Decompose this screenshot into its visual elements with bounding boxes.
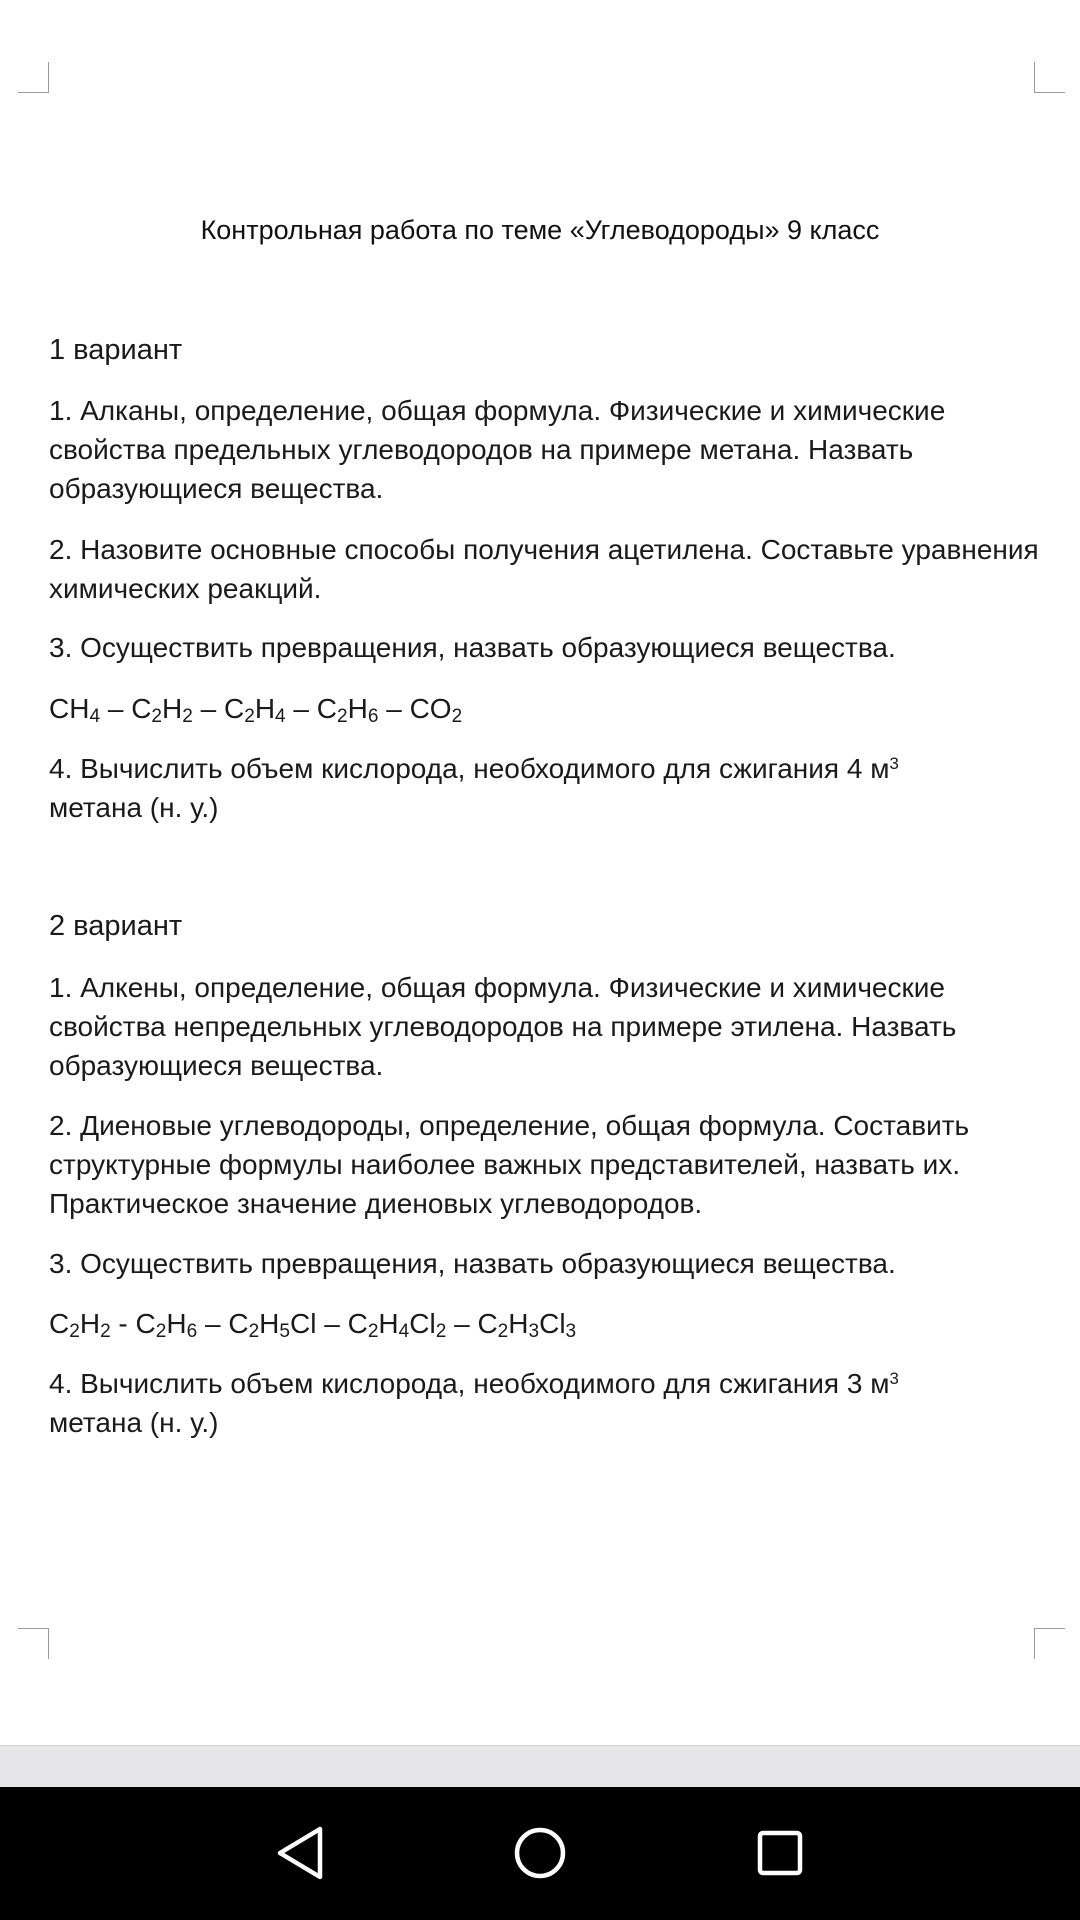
variant-2-reaction-chain: $C_2H_2 - C_2H_6 - C_2H_5Cl - C_2H_4Cl_2 - C_2H_3Cl_3$ xyxy=(49,1308,577,1342)
page-corner-mark xyxy=(18,62,49,93)
recent-square-icon xyxy=(756,1829,804,1877)
document-title: Контрольная работа по теме «Углеводороды» 9 класс xyxy=(200,215,880,245)
variant-2-question-3: 3. Осуществить превращения, назвать образующиеся вещества. xyxy=(49,1248,896,1279)
home-button[interactable] xyxy=(505,1818,575,1888)
variant-1-reaction-chain: $CH_4 - C_2H_2 - C_2H_4 - C_2H_6 - CO_2$ xyxy=(49,693,463,727)
variant-1-question-1: 1. Алканы, определение, общая формула. Физические и химические свойства предельных углеводородов на примере метана. Назвать образующиеся вещества. xyxy=(49,395,946,504)
variant-1-question-2: 2. Назовите основные способы получения ацетилена. Составьте уравнения химических реакций. xyxy=(49,534,1039,604)
back-triangle-icon xyxy=(274,1824,326,1882)
page-corner-mark xyxy=(1034,62,1065,93)
variant-2-heading: 2 вариант xyxy=(49,910,183,942)
variant-1-heading: 1 вариант xyxy=(49,334,183,366)
page-corner-mark xyxy=(18,1628,49,1659)
variant-1-question-4: 4. Вычислить объем кислорода, необходимого для сжигания 4 $м^3$ метана (н. у.) xyxy=(49,753,899,823)
variant-2-question-1: 1. Алкены, определение, общая формула. Физические и химические свойства непредельных углеводородов на примере этилена. Назвать образующиеся вещества. xyxy=(49,972,957,1081)
back-button[interactable] xyxy=(265,1818,335,1888)
page-bottom-background xyxy=(0,1745,1080,1788)
recent-apps-button[interactable] xyxy=(745,1818,815,1888)
variant-2-question-2: 2. Диеновые углеводороды, определение, общая формула. Составить структурные формулы наиболее важных представителей, назвать их. Практическое значение диеновых углеводородов. xyxy=(49,1110,970,1219)
variant-2-question-4: 4. Вычислить объем кислорода, необходимого для сжигания 3 $м^3$ метана (н. у.) xyxy=(49,1368,899,1438)
system-navigation-bar xyxy=(0,1787,1080,1920)
home-circle-icon xyxy=(512,1825,568,1881)
page-corner-mark xyxy=(1034,1628,1065,1659)
variant-1-question-3: 3. Осуществить превращения, назвать образующиеся вещества. xyxy=(49,632,896,663)
